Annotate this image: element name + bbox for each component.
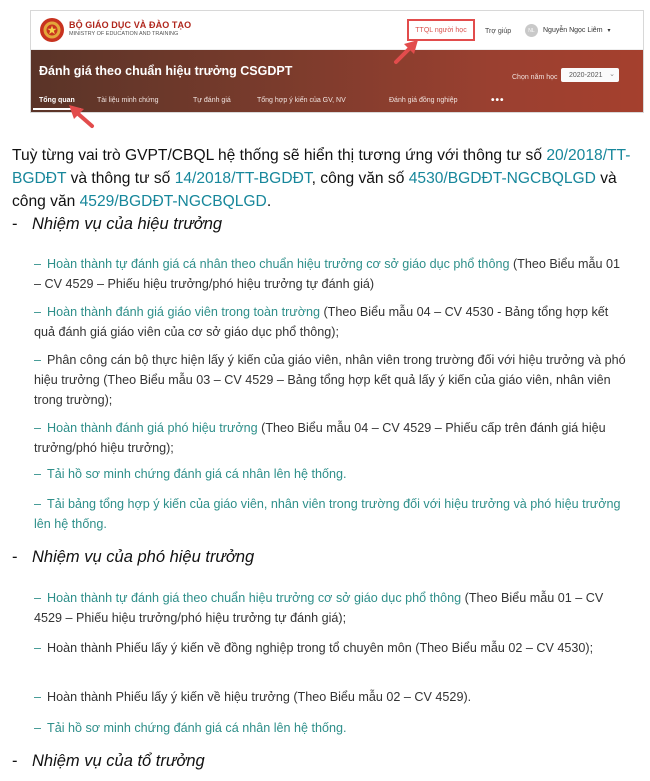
tab-overview[interactable]: Tổng quan [39, 97, 75, 104]
intro-text: và công văn [12, 170, 617, 210]
user-name: Nguyễn Ngọc Liêm [543, 27, 603, 34]
user-menu[interactable] [525, 24, 611, 37]
year-select[interactable] [561, 68, 619, 82]
org-name: BỘ GIÁO DỤC VÀ ĐÀO TẠO [69, 20, 192, 30]
help-link[interactable]: Trợ giúp [485, 28, 512, 35]
org-title [69, 20, 191, 37]
list-item: – Tải bảng tổng hợp ý kiến của giáo viên, nhân viên trong trường đối với hiệu trưởng và phó hiệu trưởng lên hệ thống. [34, 497, 621, 531]
tab-self-assessment[interactable]: Tự đánh giá [193, 97, 231, 104]
pointer-arrow-icon [66, 104, 96, 130]
list-item: – Phân công cán bộ thực hiện lấy ý kiến của giáo viên, nhân viên trong trường đối với hiệu trưởng và phó hiệu trưởng (Theo Biểu mẫu 03 – CV 4529 – Bảng tổng hợp kết quả lấy ý kiến của giáo viên, nhân viên trong trường); [34, 353, 626, 407]
circular-link[interactable]: 20/2018/TT-BGDĐT [12, 147, 631, 187]
intro-paragraph [12, 144, 642, 213]
tab-peer-review[interactable]: Đánh giá đồng nghiệp [389, 97, 458, 104]
top-bar [31, 11, 643, 50]
org-name-en: MINISTRY OF EDUCATION AND TRAINING [69, 31, 179, 37]
pointer-arrow-icon [392, 40, 422, 66]
list-item: – Hoàn thành đánh giá giáo viên trong toàn trường (Theo Biểu mẫu 04 – CV 4530 - Bảng tổng hợp kết quả đánh giá giáo viên của cơ sở giáo dục phổ thông); [34, 305, 609, 339]
section-heading-team-leader: - Nhiệm vụ của tổ trưởng [12, 752, 205, 770]
list-item: – Tải hồ sơ minh chứng đánh giá cá nhân lên hệ thống. [34, 467, 347, 481]
list-item: – Hoàn thành tự đánh giá cá nhân theo chuẩn hiệu trưởng cơ sở giáo dục phổ thông (Theo Biểu mẫu 01 – CV 4529 – Phiếu hiệu trưởng/phó hiệu trưởng tự đánh giá) [34, 257, 621, 291]
official-letter-link[interactable]: 4529/BGDĐT-NGCBQLGD [79, 193, 267, 210]
page-title: Đánh giá theo chuẩn hiệu trưởng CSGDPT [39, 64, 293, 78]
official-letter-link[interactable]: 4530/BGDĐT-NGCBQLGD [408, 170, 596, 187]
section-heading-vice-principal: - Nhiệm vụ của phó hiệu trưởng [12, 548, 255, 566]
chevron-down-icon: ⌄ [609, 71, 615, 78]
list-item: – Hoàn thành Phiếu lấy ý kiến về hiệu trưởng (Theo Biểu mẫu 02 – CV 4529). [34, 690, 472, 704]
list-item: – Hoàn thành Phiếu lấy ý kiến về đồng nghiệp trong tổ chuyên môn (Theo Biểu mẫu 02 – CV 4530); [34, 641, 594, 655]
intro-text: . [266, 193, 272, 210]
avatar: NL [525, 24, 538, 37]
list-item: – Tải hồ sơ minh chứng đánh giá cá nhân lên hệ thống. [34, 721, 347, 735]
caret-down-icon: ▾ [607, 28, 611, 34]
emblem-icon [39, 17, 65, 43]
ttql-link[interactable]: TTQL người học [407, 19, 475, 41]
year-value: 2020-2021 [569, 71, 603, 79]
tab-evidence[interactable]: Tài liệu minh chứng [97, 97, 159, 104]
intro-text: Tuỳ từng vai trò GVPT/CBQL hệ thống sẽ hiển thị tương ứng với thông tư số [12, 147, 547, 164]
year-label: Chọn năm học [512, 74, 558, 81]
app-screenshot [30, 10, 644, 113]
intro-text: và thông tư số [66, 170, 175, 187]
intro-text: , công văn số [311, 170, 409, 187]
list-item: – Hoàn thành tự đánh giá theo chuẩn hiệu trưởng cơ sở giáo dục phổ thông (Theo Biểu mẫu 01 – CV 4529 – Phiếu hiệu trưởng/phó hiệu trưởng tự đánh giá); [34, 591, 604, 625]
more-tabs-button[interactable]: ••• [491, 95, 505, 106]
tab-feedback-summary[interactable]: Tổng hợp ý kiến của GV, NV [257, 97, 346, 104]
page-banner [31, 50, 643, 112]
list-item: – Hoàn thành đánh giá phó hiệu trưởng (Theo Biểu mẫu 04 – CV 4529 – Phiếu cấp trên đánh giá hiệu trưởng/phó hiệu trưởng); [34, 421, 606, 455]
section-heading-principal: - Nhiệm vụ của hiệu trưởng [12, 215, 223, 233]
circular-link[interactable]: 14/2018/TT-BGDĐT [174, 170, 312, 187]
